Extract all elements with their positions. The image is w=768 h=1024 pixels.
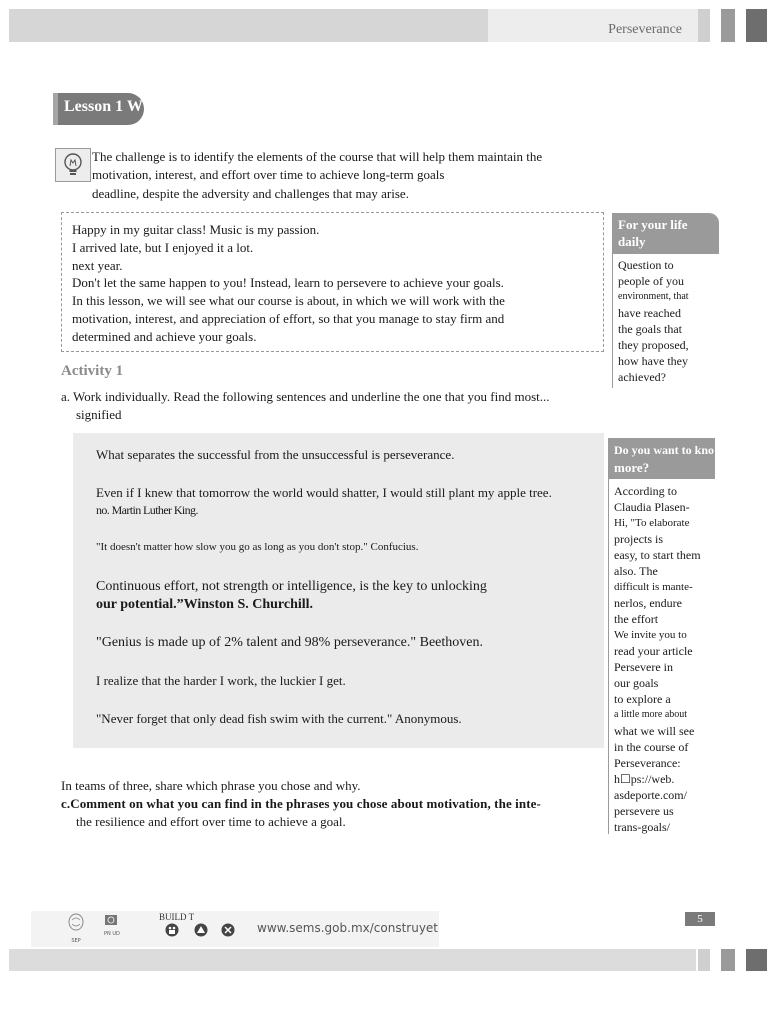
sidebar-title-line: more?	[614, 460, 650, 475]
story-line: motivation, interest, and appreciation of effort, so that you manage to stay firm and	[72, 310, 505, 326]
sidebar-line: projects is	[614, 532, 663, 546]
instruction-line: signified	[76, 406, 122, 422]
quote[interactable]: Even if I knew that tomorrow the world would shatter, I would still plant my apple tree.	[96, 485, 552, 500]
sidebar-line: they proposed,	[618, 338, 689, 352]
sidebar-line: a little more about	[614, 709, 688, 720]
pnud-logo-text: PN UD	[104, 931, 120, 937]
story-line: Don't let the same happen to you! Instead, learn to persevere to achieve your goals.	[72, 275, 504, 291]
sidebar-divider	[608, 479, 609, 834]
lesson-title: Lesson 1 W	[64, 98, 143, 115]
team-instruction: In teams of three, share which phrase you chose and why.	[61, 778, 361, 793]
activity-title: Activity 1	[61, 363, 124, 379]
sidebar-line: Hi, "To elaborate	[614, 517, 690, 529]
story-line: I arrived late, but I enjoyed it a lot.	[72, 239, 254, 255]
header-title: Perseverance	[608, 22, 682, 37]
footer-square	[698, 949, 710, 971]
quote[interactable]: What separates the successful from the unsuccessful is perseverance.	[96, 447, 455, 462]
sidebar-line: Persevere in	[614, 660, 673, 674]
sidebar-line: difficult is mante-	[614, 581, 693, 593]
quote-attribution[interactable]: our potential.”Winston S. Churchill.	[96, 597, 314, 612]
intro-line: The challenge is to identify the elements of the course that will help them maintain the	[92, 149, 543, 164]
sidebar-line: in the course of	[614, 740, 689, 754]
sidebar-line: Question to	[618, 258, 674, 272]
comment-instruction: c.Comment on what you can find in the phrases you chose about motivation, the inte-	[61, 796, 541, 811]
lesson-tab-edge	[53, 93, 58, 125]
story-line: next year.	[72, 257, 123, 273]
lightbulb-icon	[55, 148, 91, 182]
sidebar-line[interactable]: h☐ps://web.	[614, 772, 675, 786]
page-number: 5	[697, 913, 703, 925]
story-line: Happy in my guitar class! Music is my passion.	[72, 222, 320, 237]
sep-logo	[62, 913, 90, 945]
sidebar-title-line: Do you want to kno	[614, 443, 714, 457]
sidebar-line: According to	[614, 484, 677, 498]
sidebar-title-line: For your life	[618, 217, 688, 232]
sep-logo-text: SEP	[71, 938, 81, 944]
quote[interactable]: "It doesn't matter how slow you go as long as you don't stop." Confucius.	[96, 541, 419, 553]
sidebar-line: also. The	[614, 564, 658, 578]
quote[interactable]: "Never forget that only dead fish swim with the current." Anonymous.	[96, 711, 462, 726]
instruction-line: a. Work individually. Read the following sentences and underline the one that you find most...	[61, 389, 550, 404]
header-square	[721, 9, 735, 42]
sidebar-line: environment, that	[618, 291, 689, 302]
story-text	[72, 221, 592, 346]
footer-bar	[9, 949, 696, 971]
sidebar-line[interactable]: asdeporte.com/	[614, 788, 687, 802]
sidebar-line: the effort	[614, 612, 659, 626]
build-label: BUILD T	[159, 912, 195, 922]
build-icon-3	[221, 923, 235, 942]
activity-instruction	[61, 388, 550, 423]
sidebar-line: achieved?	[618, 370, 666, 384]
sidebar-line: have reached	[618, 306, 681, 320]
comment-instruction-cont: the resilience and effort over time to achieve a goal.	[76, 814, 346, 829]
sidebar-line: the goals that	[618, 322, 682, 336]
sidebar-life-daily-text	[618, 257, 718, 385]
quote[interactable]: Continuous effort, not strength or intelligence, is the key to unlocking	[96, 579, 487, 594]
sidebar-divider	[612, 254, 613, 388]
header-square	[698, 9, 710, 42]
intro-line: deadline, despite the adversity and challenges that may arise.	[92, 185, 409, 201]
sidebar-line: Claudia Plasen-	[614, 500, 690, 514]
quote[interactable]: I realize that the harder I work, the luckier I get.	[96, 673, 346, 688]
sidebar-line: We invite you to	[614, 629, 687, 641]
sidebar-line: read your article	[614, 644, 693, 658]
quote-attribution[interactable]: no. Martin Luther King.	[96, 503, 198, 517]
sidebar-line[interactable]: persevere us	[614, 804, 674, 818]
sidebar-line: nerlos, endure	[614, 596, 682, 610]
sidebar-line: people of you	[618, 274, 684, 288]
build-icon-2	[194, 923, 208, 942]
header-square	[746, 9, 767, 42]
sidebar-title-line: daily	[618, 233, 646, 249]
sidebar-line: easy, to start them	[614, 548, 701, 562]
sidebar-know-more-text	[614, 483, 718, 835]
build-icon-1	[165, 923, 179, 942]
footer-square	[746, 949, 767, 971]
sidebar-line: to explore a	[614, 692, 671, 706]
footer-url[interactable]: www.sems.gob.mx/construyet	[257, 921, 439, 935]
story-line: In this lesson, we will see what our course is about, in which we will work with the	[72, 293, 505, 309]
sidebar-line: what we will see	[614, 724, 695, 738]
sidebar-line: how have they	[618, 354, 688, 368]
sidebar-life-daily-title	[618, 217, 718, 250]
intro-line: motivation, interest, and effort over time to achieve long-term goals	[92, 167, 445, 183]
sidebar-line: Perseverance:	[614, 756, 681, 770]
sidebar-line: our goals	[614, 676, 659, 690]
sidebar-know-more-title	[614, 441, 714, 477]
intro-text	[92, 148, 592, 203]
quote[interactable]: "Genius is made up of 2% talent and 98% perseverance." Beethoven.	[96, 635, 483, 650]
story-line: determined and achieve your goals.	[72, 328, 257, 344]
sidebar-line[interactable]: trans-goals/	[614, 820, 670, 834]
pnud-logo	[104, 913, 120, 945]
header-bar	[9, 9, 488, 42]
footer-square	[721, 949, 735, 971]
